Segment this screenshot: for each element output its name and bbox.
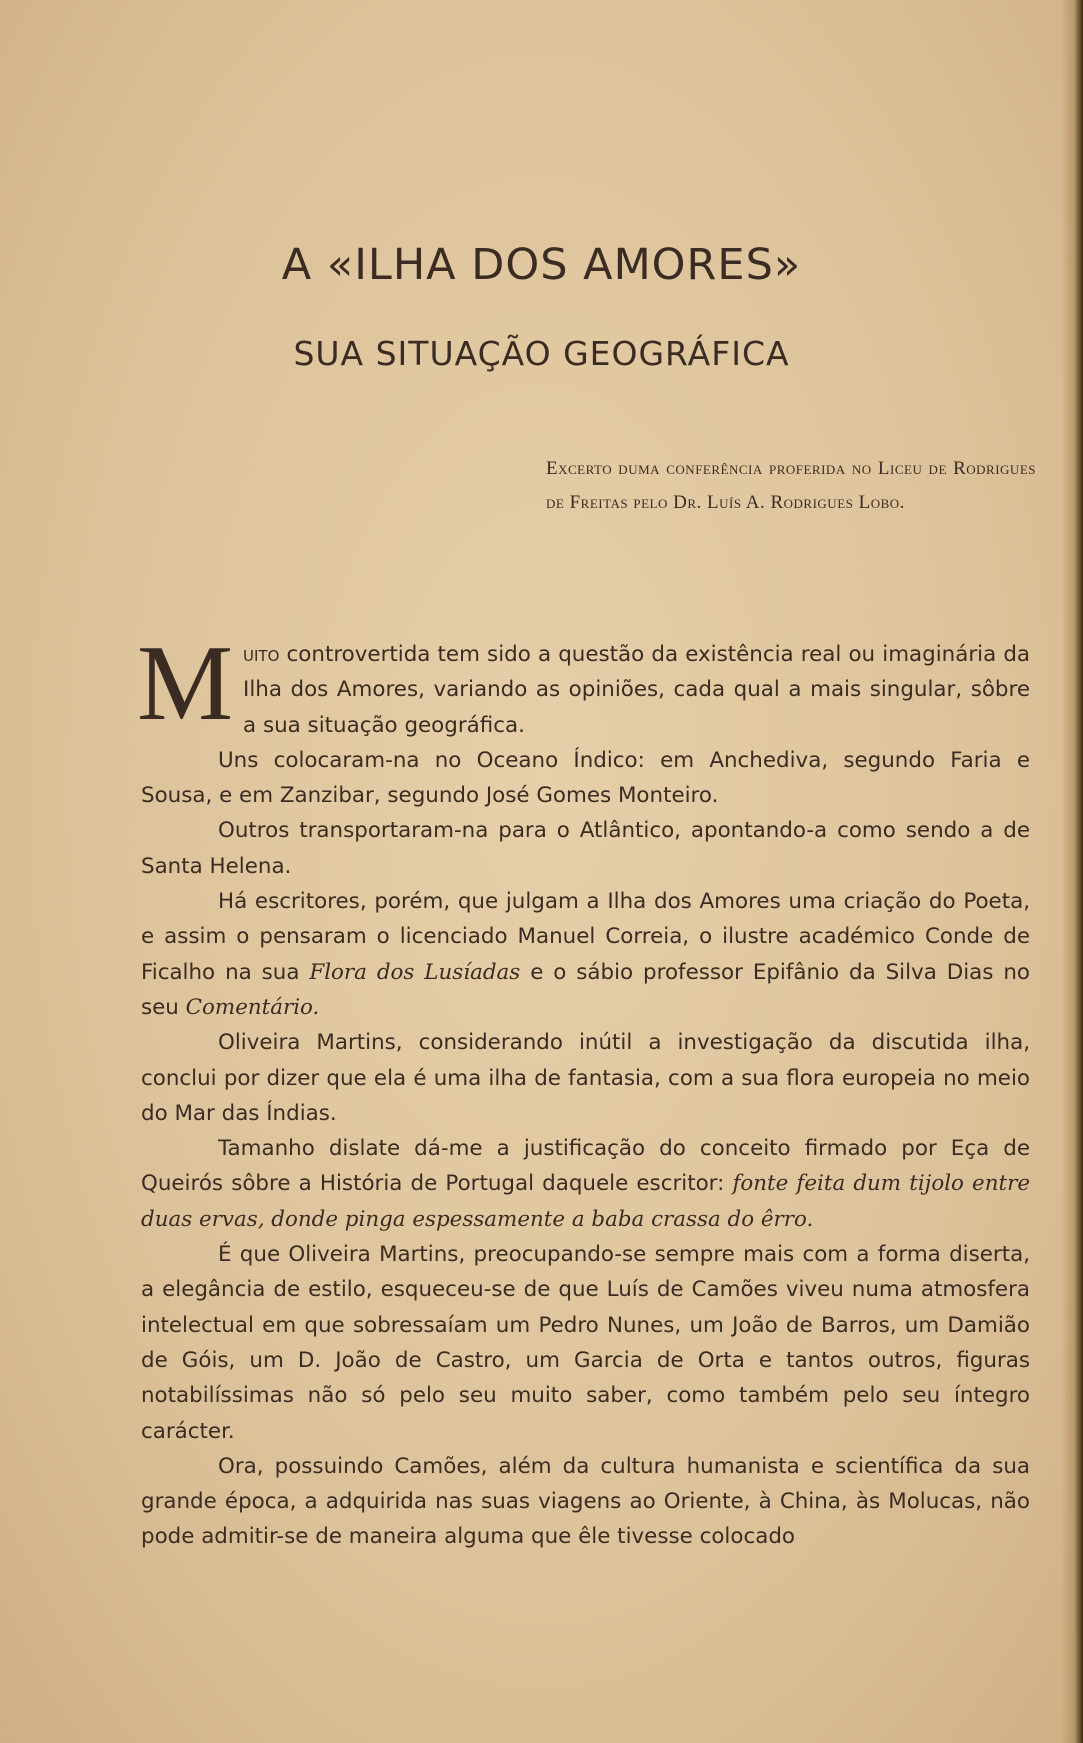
- excerpt-note: Excerto duma conferência proferida no Liceu de Rodrigues de Freitas pelo Dr. Luís A. Rodrigues Lobo.: [546, 458, 1036, 513]
- article-body: [137, 624, 1030, 1555]
- paragraph-2: Uns colocaram-na no Oceano Índico: em Anchediva, segundo Faria e Sousa, e em Zanzibar, segundo José Gomes Monteiro.: [141, 747, 1030, 809]
- paragraph-6-text-a: Tamanho dislate dá-me a justificação do conceito firmado por Eça de Queirós sôbre a História de Portugal daquele escritor:: [141, 1136, 1030, 1197]
- paragraph-4-text-c: e o sábio professor Epifânio da Silva Dias no seu: [141, 959, 1030, 1020]
- paragraph-4-text-a: Há escritores, porém, que julgam a Ilha dos Amores uma criação do Poeta, e assim o pensaram o licenciado Manuel Correia, o ilustre académico Conde de Ficalho na sua: [141, 889, 1030, 985]
- book-title-comentario: Comentário.: [185, 994, 320, 1020]
- article-subtitle: SUA SITUAÇÃO GEOGRÁFICA: [293, 334, 790, 373]
- paragraph-3: Outros transportaram-na para o Atlântico, apontando-a como sendo a de Santa Helena.: [141, 818, 1030, 879]
- paragraph-6: [141, 1131, 1030, 1237]
- article-title: A «ILHA DOS AMORES»: [281, 240, 802, 290]
- paragraph-8: Ora, possuindo Camões, além da cultura humanista e scientífica da sua grande época, a adquirida nas suas viagens ao Oriente, à China, às Molucas, não pode admitir-se de maneira alguma que êle tivesse colocado: [141, 1453, 1030, 1550]
- paragraph-1: [137, 624, 1030, 743]
- page-edge-shadow: [1061, 0, 1083, 1743]
- paragraph-5: Oliveira Martins, considerando inútil a investigação da discutida ilha, conclui por dizer que ela é uma ilha de fantasia, com a sua flora europeia no meio do Mar das Índias.: [141, 1030, 1030, 1126]
- drop-cap: M: [137, 624, 234, 743]
- paragraph-1-text: controvertida tem sido a questão da existência real ou imaginária da Ilha dos Amores, variando as opiniões, cada qual a mais singular, sôbre a sua situação geográfica.: [243, 642, 1030, 738]
- lead-word: uito: [243, 642, 280, 667]
- paragraph-4: [141, 884, 1030, 1025]
- paragraph-7: É que Oliveira Martins, preocupando-se sempre mais com a forma diserta, a elegância de estilo, esqueceu-se de que Luís de Camões viveu numa atmosfera intelectual em que sobressaíam um Pedro Nunes, um João de Barros, um Damião de Góis, um D. João de Castro, um Garcia de Orta e tantos outros, figuras notabilíssimas não só pelo seu muito saber, como também pelo seu íntegro carácter.: [141, 1242, 1030, 1444]
- quotation-eca: fonte feita dum tijolo entre duas ervas, donde pinga espessamente a baba crassa do êrro.: [141, 1171, 1030, 1232]
- book-title-flora: Flora dos Lusíadas: [309, 959, 521, 985]
